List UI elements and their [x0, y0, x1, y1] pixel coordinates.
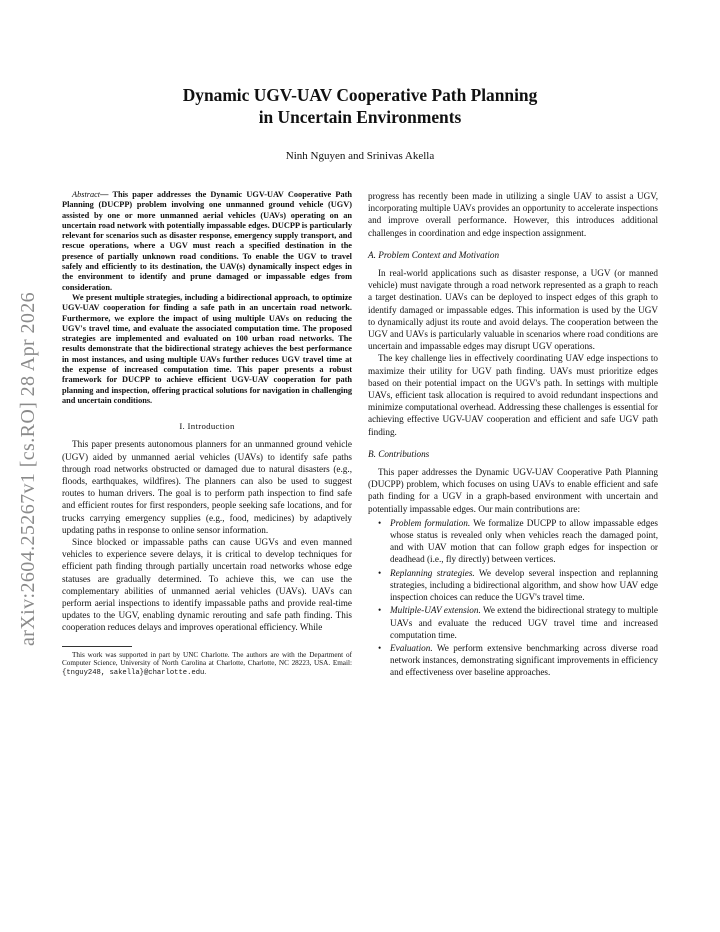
title-line-2: in Uncertain Environments [258, 107, 462, 127]
list-item [378, 604, 659, 641]
footnote-paragraph [62, 651, 352, 678]
contributions-list [368, 517, 658, 679]
arxiv-identifier: arXiv:2604.25267v1 [cs.RO] 28 Apr 2026 [17, 291, 39, 646]
footnote-end: . [204, 668, 207, 677]
section-a-paragraph-1: In real-world applications such as disaster response, a UGV (or manned vehicle) must navigate through a road network represented as a graph to reach a target destination. UAVs can be deployed to inspect edges of this graph to identify damaged or impassable edges. This information is used by the UGV to dynamically adjust its route and avoid delays. The cooperation between the UGV and UAVs is particularly valuable in scenarios where road conditions are uncertain and impassable edges may disrupt UGV operations. [368, 268, 658, 352]
footnote-divider [62, 646, 132, 647]
contribution-term: Evaluation. [390, 642, 433, 653]
contribution-text: We formalize DUCPP to allow impassable edges whose status is revealed only when vehicles reach the damaged point, and with UAV motion that can follow graph edges for inspection or deadhead (i.e., fly directly) between vertices. [390, 517, 658, 565]
left-column [62, 190, 352, 678]
subsection-heading-b: B. Contributions [368, 448, 430, 459]
list-item [378, 642, 658, 679]
section-b-paragraph-1: This paper addresses the Dynamic UGV-UAV Cooperative Path Planning (DUCPP) problem, which focuses on using UAVs to enable efficient and safe path finding for a UGV in a graph-based environment with uncertain and potentially impassable edges. Our main contributions are: [368, 467, 658, 514]
footnote-text: This work was supported in part by UNC Charlotte. The authors are with the Department of Computer Science, University of North Carolina at Charlotte, Charlotte, NC 28223, USA. Email: [62, 650, 352, 668]
title-line-1: Dynamic UGV-UAV Cooperative Path Planning [182, 85, 538, 105]
author-list: Ninh Nguyen and Srinivas Akella [285, 150, 435, 162]
contribution-term: Replanning strategies. [390, 567, 475, 578]
list-item [378, 517, 658, 566]
footnote [62, 651, 352, 678]
intro-continuation: progress has recently been made in utilizing a single UAV to assist a UGV, incorporating multiple UAVs provides an opportunity to accelerate inspections and improve overall performance. However, this introduces additional challenges in coordination and edge inspection assignment. [368, 191, 658, 238]
contribution-text: We extend the bidirectional strategy to multiple UAVs and evaluate the reduced UGV travel time and increased computation time. [390, 605, 659, 640]
contribution-term: Problem formulation. [390, 517, 471, 528]
contribution-text: We develop several inspection and replanning strategies, including a bidirectional algorithm, and show how UAV edge inspection choices can reduce the UGV's travel time. [390, 567, 658, 603]
right-column [368, 190, 658, 680]
abstract-text-1: — This paper addresses the Dynamic UGV-UAV Cooperative Path Planning (DUCPP) problem involving one unmanned ground vehicle (UGV) assisted by one or more unmanned aerial vehicles (UAVs) operating on an uncertain road network with potentially impassable edges. DUCPP is particularly relevant for scenarios such as disaster response, emergency supply transport, and rescue operations, where a UGV must reach a specified destination in the presence of partially unknown road conditions. To enable the UGV to travel safely and efficiently to its destination, the UAV(s) dynamically inspect edges in the environment to identify and prune damaged or impassable edges from consideration. [62, 190, 352, 292]
list-item [378, 567, 658, 604]
intro-paragraph-1: This paper presents autonomous planners for an unmanned ground vehicle (UGV) aided by unmanned aerial vehicles (UAVs) to identify safe paths through road networks obstructed or damaged due to natural disasters (e.g., floods, earthquakes, wildfires). The planners can also be used to suggest routes to human drivers. The goal is to perform path inspection to find safe and efficient routes for first responders, people seeking safe locations, and for trucks carrying emergency supplies (e.g., food, medicines) by adaptively updating paths in response to online sensor information. [62, 439, 352, 535]
footnote-email: {tnguy248, sakella}@charlotte.edu [62, 669, 205, 678]
bullet-icon: • [378, 642, 382, 653]
section-heading-introduction: I. Introduction [179, 421, 235, 432]
contribution-text: We perform extensive benchmarking across diverse road network instances, demonstrating significant improvements in efficiency and effectiveness over baseline approaches. [390, 642, 658, 678]
intro-paragraph-2: Since blocked or impassable paths can cause UGVs and even manned vehicles to experience severe delays, it is critical to develop techniques for efficient path finding through partially uncertain road networks whose edge statuses are gradually determined. To achieve this, we can use the complementary abilities of unmanned aerial vehicles (UAVs). UAVs can perform aerial inspections to identify impassable paths and provide real-time updates to the UGV, enabling dynamic rerouting and safe path finding. This cooperation reduces delays and improves operational efficiency. While [62, 537, 352, 633]
subsection-heading-a: A. Problem Context and Motivation [368, 249, 500, 260]
abstract-paragraph-1 [62, 190, 352, 293]
contribution-term: Multiple-UAV extension. [390, 605, 481, 616]
bullet-icon: • [378, 605, 382, 616]
paper-title [0, 84, 720, 128]
abstract-lead: Abstract [72, 190, 101, 199]
bullet-icon: • [378, 567, 382, 578]
abstract-paragraph-2: We present multiple strategies, including a bidirectional approach, to optimize UGV-UAV cooperation for finding a safe path in an uncertain road network. Furthermore, we explore the impact of using multiple UAVs on reducing the UGV's travel time, and evaluate the associated computation time. The proposed strategies are implemented and evaluated on 100 urban road networks. The results demonstrate that the bidirectional strategy achieves the best performance in most instances, and using multiple UAVs further reduces UGV travel time at the expense of increased computation time. This paper presents a robust framework for DUCPP to achieve efficient UGV-UAV cooperation for path planning and inspection, offering practical solutions for navigation in challenging and uncertain conditions. [62, 292, 352, 405]
abstract [62, 190, 352, 406]
bullet-icon: • [378, 517, 382, 528]
section-a-paragraph-2: The key challenge lies in effectively coordinating UAV edge inspections to maximize their utility for UGV path finding. UAVs must prioritize edges based on their potential impact on the UGV's path. In settings with multiple UAVs, efficient task allocation is required to avoid redundant inspections and minimize computational overhead. Addressing these challenges is essential for achieving effective UGV-UAV cooperation and efficient and safe UGV path finding. [368, 353, 658, 437]
